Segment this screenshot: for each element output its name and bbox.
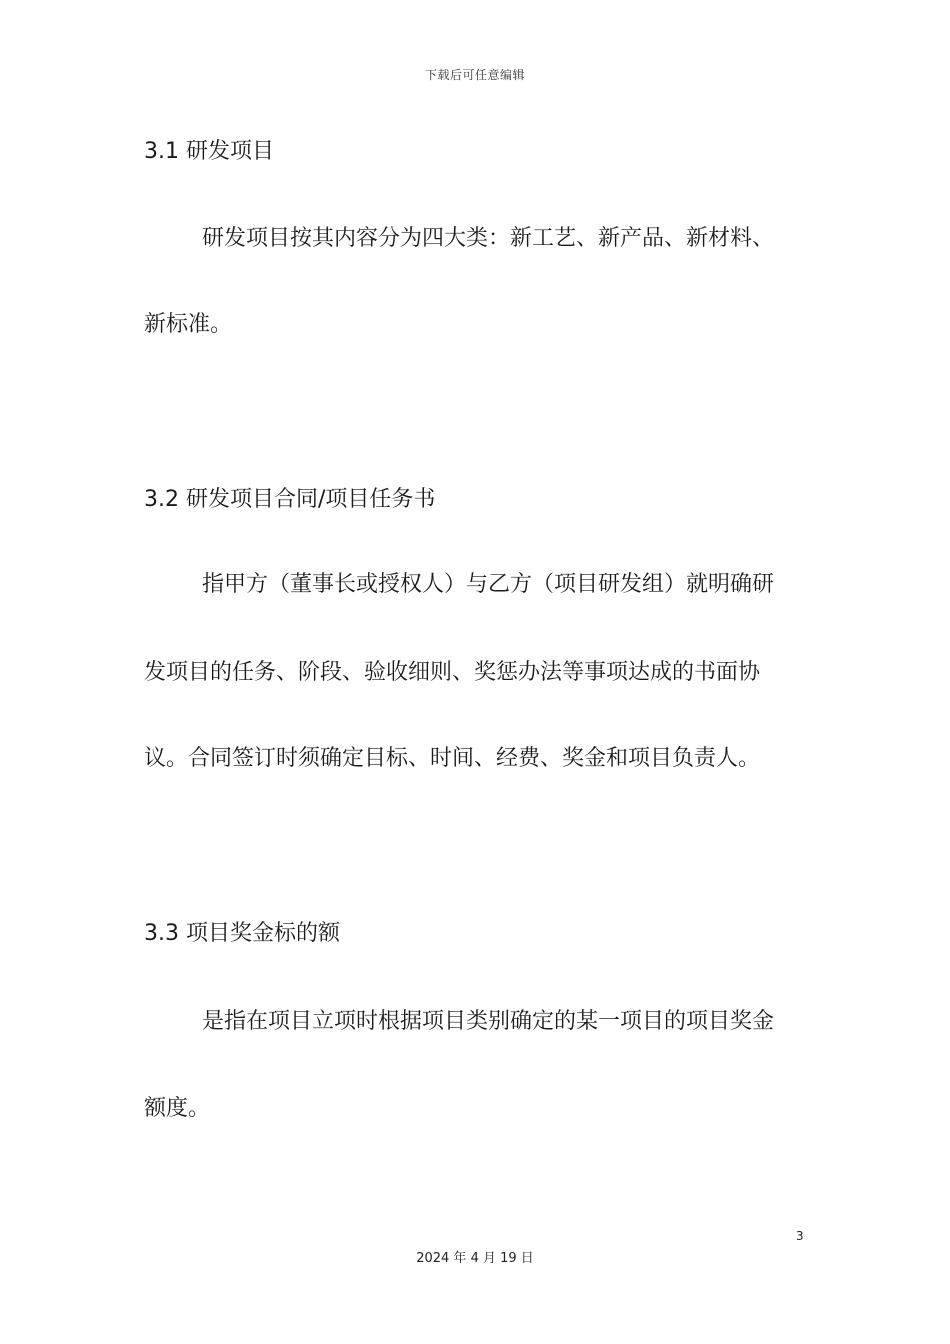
page-number: 3 <box>796 1229 804 1243</box>
paragraph-line: 议。合同签订时须确定目标、时间、经费、奖金和项目负责人。 <box>144 746 761 771</box>
section-heading-3-2: 3.2 研发项目合同/项目任务书 <box>144 487 436 512</box>
paragraph-line: 是指在项目立项时根据项目类别确定的某一项目的项目奖金 <box>202 1009 775 1034</box>
section-heading-3-3: 3.3 项目奖金标的额 <box>144 921 340 946</box>
paragraph-line: 新标准。 <box>144 312 233 337</box>
paragraph-line: 发项目的任务、阶段、验收细则、奖惩办法等事项达成的书面协 <box>144 660 761 685</box>
header-note: 下载后可任意编辑 <box>424 68 525 82</box>
section-heading-3-1: 3.1 研发项目 <box>144 139 274 164</box>
footer-date: 2024 年 4 月 19 日 <box>416 1251 534 1266</box>
paragraph-line: 研发项目按其内容分为四大类：新工艺、新产品、新材料、 <box>202 226 775 251</box>
paragraph-line: 额度。 <box>144 1096 211 1121</box>
paragraph-line: 指甲方（董事长或授权人）与乙方（项目研发组）就明确研 <box>202 572 775 597</box>
